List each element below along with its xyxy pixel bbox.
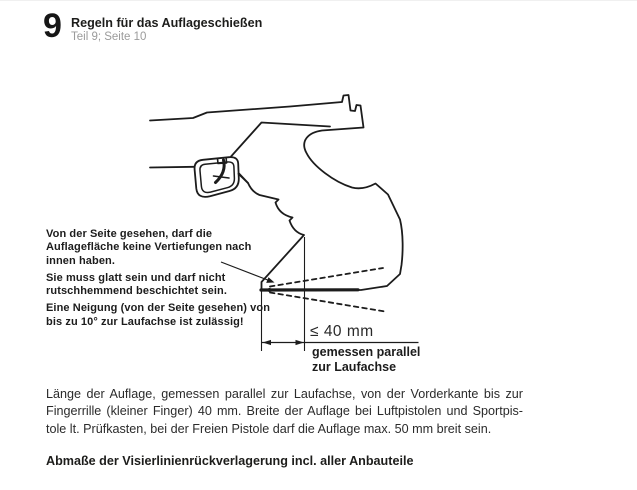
dim-arrowhead-right [296,340,305,345]
body-line: Fingerrille (kleiner Finger) 40 mm. Breite der Auflage bei Luftpistolen und Sportpis- [46,403,523,420]
incline-dashed-lower [270,293,385,312]
body-paragraph [46,386,523,438]
incline-dashed-upper [270,268,383,287]
annotation-line: Von der Seite gesehen, darf die [46,228,270,241]
annotation-line: Auflagefläche keine Vertiefungen nach [46,241,270,254]
dimension-note-line: zur Laufachse [312,360,420,375]
grip-junction-line [239,174,249,183]
section-heading: Abmaße der Visierlinienrückverlagerung incl. aller Anbauteile [46,454,413,468]
trigger-bar [214,176,230,178]
dim-arrowhead-left [263,340,272,345]
barrel-bottom-line [150,167,194,168]
page-title: Regeln für das Auflageschießen [71,16,262,30]
dimension-note-line: gemessen parallel [312,345,420,360]
annotation-paragraph [46,228,270,268]
annotation-line: Eine Neigung (von der Seite gesehen) von [46,302,270,315]
annotation-line: bis zu 10° zur Laufachse ist zulässig! [46,316,270,329]
annotation-paragraph [46,272,270,299]
annotation-line: Sie muss glatt sein und darf nicht [46,272,270,285]
annotation-paragraph [46,302,270,329]
annotation-line: rutschhemmend beschichtet sein. [46,285,270,298]
dimension-value-label: ≤ 40 mm [310,323,374,341]
body-line: Länge der Auflage, gemessen parallel zur Laufachse, von der Vorderkante bis zur [46,386,523,403]
page-subtitle: Teil 9; Seite 10 [71,31,146,43]
chapter-number: 9 [43,9,61,43]
dimension-note-label [312,345,420,374]
frame-front-line [231,123,330,157]
body-line: tole lt. Prüfkasten, bei der Freien Pistole darf die Auflage max. 50 mm breit sein. [46,421,523,438]
annotation-block [46,228,270,333]
annotation-line: innen haben. [46,255,270,268]
